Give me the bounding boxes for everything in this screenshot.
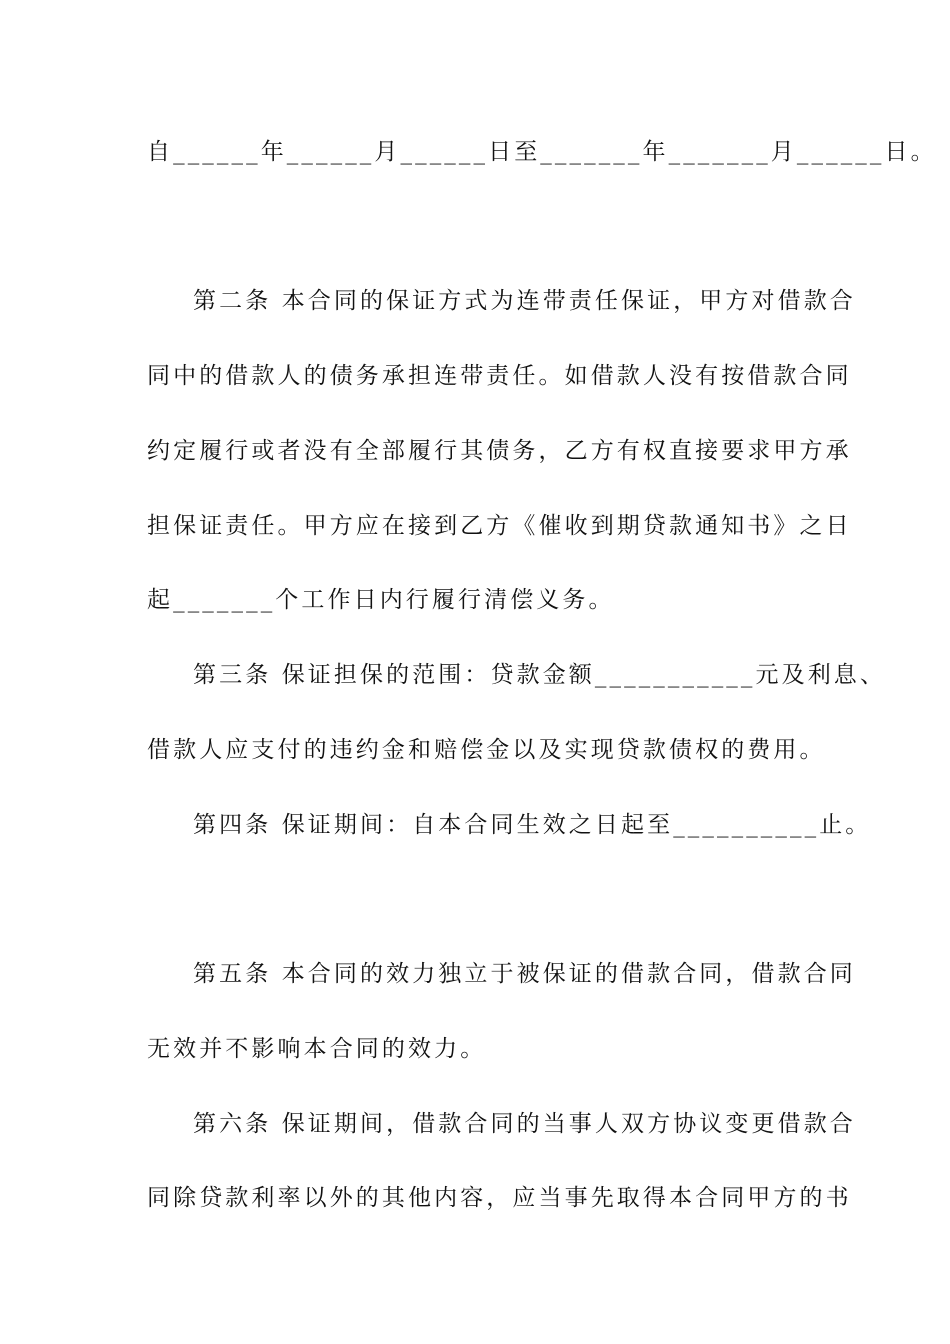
date-range-line: 自______年______月______日至_______年_______月______日。 (147, 139, 937, 165)
article-2-line-3: 约定履行或者没有全部履行其债务，乙方有权直接要求甲方承 (147, 438, 852, 464)
article-5-line-1: 第五条 本合同的效力独立于被保证的借款合同，借款合同 (193, 961, 856, 987)
article-2-line-5: 起_______个工作日内行履行清偿义务。 (147, 587, 615, 613)
article-2-line-4: 担保证责任。甲方应在接到乙方《催收到期贷款通知书》之日 (147, 513, 852, 539)
article-2-line-2: 同中的借款人的债务承担连带责任。如借款人没有按借款合同 (147, 363, 852, 389)
article-2-line-1: 第二条 本合同的保证方式为连带责任保证，甲方对借款合 (193, 288, 856, 314)
article-3-line-1: 第三条 保证担保的范围：贷款金额___________元及利息、 (193, 662, 887, 688)
article-6-line-2: 同除贷款利率以外的其他内容，应当事先取得本合同甲方的书 (147, 1185, 852, 1211)
article-6-line-1: 第六条 保证期间，借款合同的当事人双方协议变更借款合 (193, 1111, 856, 1137)
article-3-line-2: 借款人应支付的违约金和赔偿金以及实现贷款债权的费用。 (147, 737, 826, 763)
article-4-line-1: 第四条 保证期间：自本合同生效之日起至__________止。 (193, 812, 872, 838)
article-5-line-2: 无效并不影响本合同的效力。 (147, 1036, 487, 1062)
